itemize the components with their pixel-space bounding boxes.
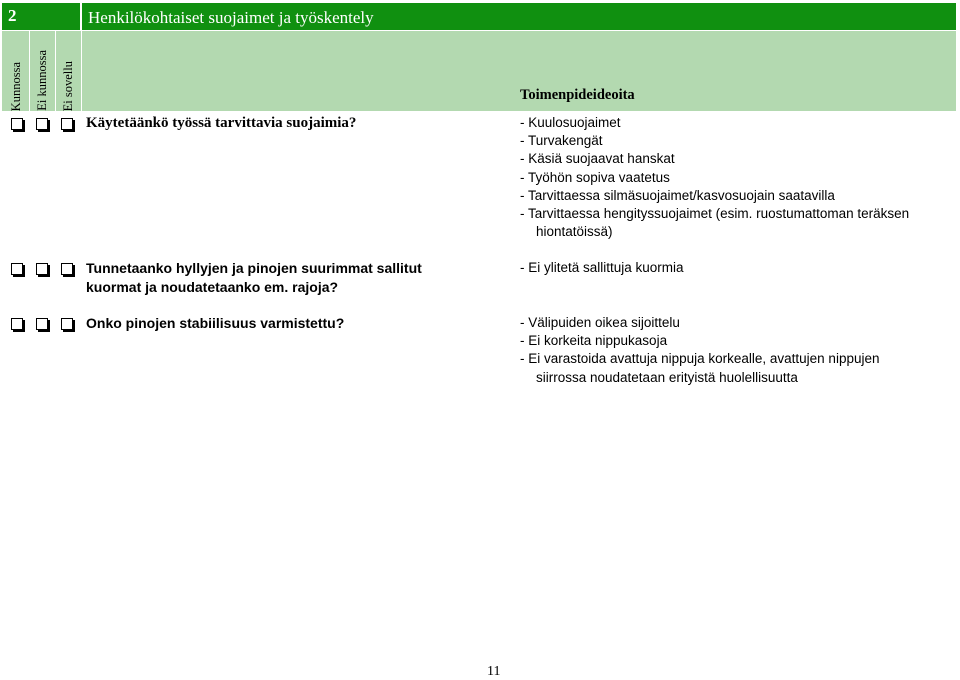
checkbox-ei-kunnossa[interactable] <box>36 318 48 330</box>
checkbox-ei-sovellu[interactable] <box>61 263 73 275</box>
measure-line: siirrossa noudatetaan erityistä huolellisuutta <box>536 369 798 385</box>
checkbox-kunnossa[interactable] <box>11 118 23 130</box>
header-ei-sovellu <box>56 31 80 111</box>
measure-line: - Työhön sopiva vaatetus <box>520 169 670 185</box>
checkbox-ei-sovellu[interactable] <box>61 118 73 130</box>
question-line: Tunnetaanko hyllyjen ja pinojen suurimmat sallitut <box>86 260 422 276</box>
section-title: Henkilökohtaiset suojaimet ja työskentely <box>88 8 374 27</box>
header-ei-sovellu-label: Ei sovellu <box>60 60 75 111</box>
measure-line: - Käsiä suojaavat hanskat <box>520 151 675 167</box>
question-line: Käytetäänkö työssä tarvittavia suojaimia? <box>86 115 357 131</box>
section-number: 2 <box>8 6 17 25</box>
measure-line: - Turvakengät <box>520 133 603 149</box>
measure-line: - Ei ylitetä sallittuja kuormia <box>520 260 684 275</box>
question-line: Onko pinojen stabiilisuus varmistettu? <box>86 315 345 331</box>
measure-line: - Ei varastoida avattuja nippuja korkealle, avattujen nippujen <box>520 351 880 367</box>
header-ei-kunnossa <box>30 31 54 111</box>
checkbox-ei-sovellu[interactable] <box>61 318 73 330</box>
title-divider <box>80 3 82 30</box>
header-kunnossa <box>4 31 28 111</box>
question-text <box>86 114 356 133</box>
measure-line: - Tarvittaessa hengityssuojaimet (esim. ruostumattoman teräksen <box>520 206 910 222</box>
measure-line: - Välipuiden oikea sijoittelu <box>520 315 680 330</box>
header-measures: Toimenpideideoita <box>520 87 635 103</box>
measure-line: - Kuulosuojaimet <box>520 115 621 130</box>
question-text <box>86 314 344 333</box>
header-kunnossa-label: Kunnossa <box>8 61 23 111</box>
measures-list <box>520 259 684 277</box>
checkbox-ei-kunnossa[interactable] <box>36 118 48 130</box>
measure-line: - Ei korkeita nippukasoja <box>520 333 668 349</box>
header-divider <box>81 31 82 111</box>
question-text <box>86 259 422 297</box>
checkbox-kunnossa[interactable] <box>11 263 23 275</box>
checkbox-ei-kunnossa[interactable] <box>36 263 48 275</box>
measures-list <box>520 114 909 241</box>
measure-line: - Tarvittaessa silmäsuojaimet/kasvosuojain saatavilla <box>520 187 835 203</box>
section-title-bar <box>2 3 956 30</box>
checkbox-kunnossa[interactable] <box>11 318 23 330</box>
question-line: kuormat ja noudatetaanko em. rajoja? <box>86 279 339 295</box>
measure-line: hiontatöissä) <box>536 224 613 240</box>
header-ei-kunnossa-label: Ei kunnossa <box>34 50 49 111</box>
page-number: 11 <box>487 664 501 679</box>
measures-list <box>520 314 879 387</box>
table-header <box>2 31 956 111</box>
